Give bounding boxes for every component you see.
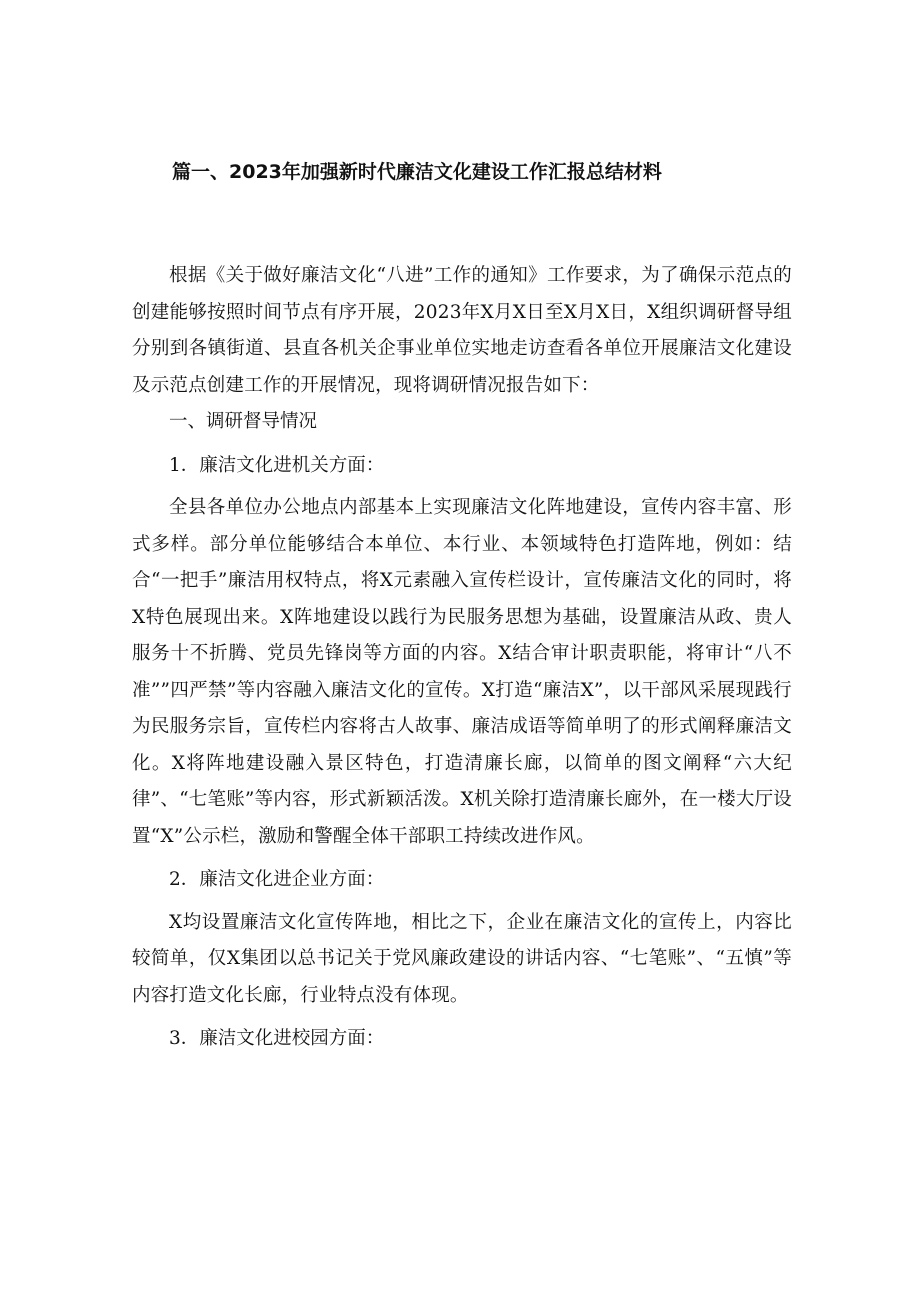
document-title: 篇一、2023年加强新时代廉洁文化建设工作汇报总结材料 (172, 161, 662, 183)
document-body (132, 258, 792, 1058)
section-heading: 一、调研督导情况 (169, 411, 318, 432)
item-1-title: 1．廉洁文化进机关方面： (169, 454, 385, 476)
item-2-title: 2．廉洁文化进企业方面： (169, 869, 385, 890)
intro-paragraph: 根据《关于做好廉洁文化“八进”工作的通知》工作要求，为了确保示范点的创建能够按照时间节点有序开展，2023年X月X日至X月X日，X组织调研督导组分别到各镇街道、县直各机关企事业单位实地走访查看各单位开展廉洁文化建设及示范点创建工作的开展情况，现将调研情况报告如下： (132, 265, 792, 396)
item-3-title: 3．廉洁文化进校园方面： (169, 1028, 385, 1049)
item-1-body: 全县各单位办公地点内部基本上实现廉洁文化阵地建设，宣传内容丰富、形式多样。部分单位能够结合本单位、本行业、本领域特色打造阵地，例如：结合“一把手”廉洁用权特点，将X元素融入宣传栏设计，宣传廉洁文化的同时，将X特色展现出来。X阵地建设以践行为民服务思想为基础，设置廉洁从政、贵人服务十不折腾、党员先锋岗等方面的内容。X结合审计职责职能，将审计“八不准””四严禁”等内容融入廉洁文化的宣传。X打造“廉洁X”，以干部风采展现践行为民服务宗旨，宣传栏内容将古人故事、廉洁成语等简单明了的形式阐释廉洁文化。X将阵地建设融入景区特色，打造清廉长廊，以简单的图文阐释“六大纪律”、“七笔账”等内容，形式新颖活泼。X机关除打造清廉长廊外，在一楼大厅设置“X”公示栏，激励和警醒全体干部职工持续改进作风。 (132, 497, 792, 847)
item-2-body: X均设置廉洁文化宣传阵地，相比之下，企业在廉洁文化的宣传上，内容比较简单，仅X集团以总书记关于党风廉政建设的讲话内容、“七笔账”、“五慎”等内容打造文化长廊，行业特点没有体现。 (132, 911, 792, 1006)
